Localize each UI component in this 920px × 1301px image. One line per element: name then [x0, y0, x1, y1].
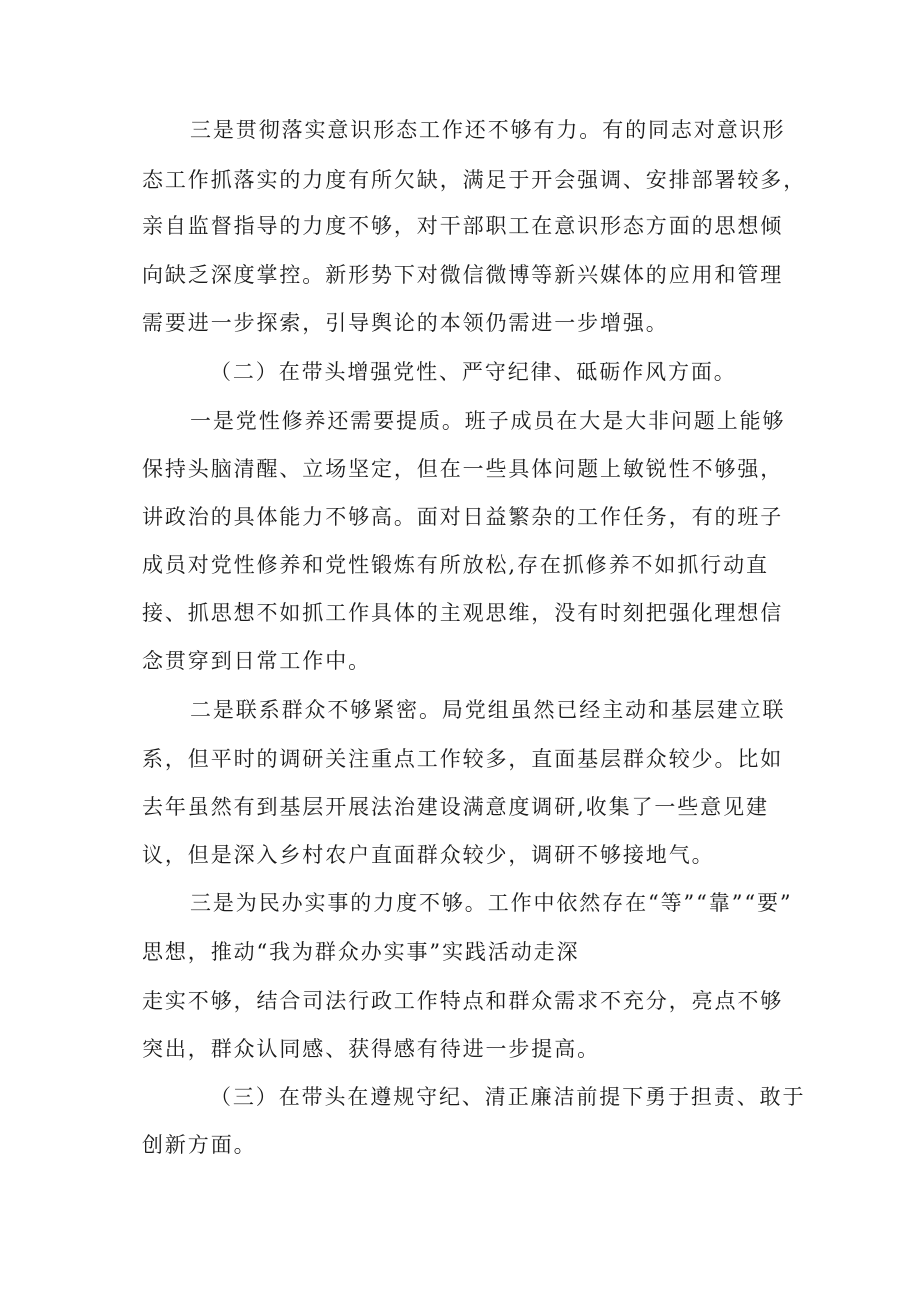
paragraph-line: 去年虽然有到基层开展法治建设满意度调研,收集了一些意见建 [142, 795, 769, 819]
paragraph-line: 思想，推动“我为群众办实事”实践活动走深 [142, 940, 580, 964]
paragraph-line: 保持头脑清醒、立场坚定，但在一些具体问题上敏锐性不够强， [142, 457, 784, 481]
paragraph-line: 亲自监督指导的力度不够，对干部职工在意识形态方面的思想倾 [142, 214, 784, 238]
paragraph-line: 突出，群众认同感、获得感有待进一步提高。 [142, 1037, 600, 1061]
paragraph-line: 三是为民办实事的力度不够。工作中依然存在“等”“靠”“要” [190, 891, 793, 915]
paragraph-line: 二是联系群众不够紧密。局党组虽然已经主动和基层建立联 [190, 698, 786, 722]
paragraph-line: 接、抓思想不如抓工作具体的主观思维，没有时刻把强化理想信 [142, 601, 784, 625]
paragraph-line: 念贯穿到日常工作中。 [142, 649, 371, 673]
section-heading: （二）在带头增强党性、严守纪律、砥砺作风方面。 [210, 360, 737, 384]
paragraph-line: 态工作抓落实的力度有所欠缺，满足于开会强调、安排部署较多， [142, 168, 807, 192]
paragraph-line: 议，但是深入乡村农户直面群众较少，调研不够接地气。 [142, 843, 715, 867]
paragraph-line: 系，但平时的调研关注重点工作较多，直面基层群众较少。比如 [142, 747, 784, 771]
paragraph-line: 成员对党性修养和党性锻炼有所放松,存在抓修养不如抓行动直 [142, 553, 769, 577]
paragraph-line: 走实不够，结合司法行政工作特点和群众需求不充分，亮点不够 [142, 989, 784, 1013]
paragraph-line: 创新方面。 [142, 1133, 257, 1157]
section-heading: （三）在带头在遵规守纪、清正廉洁前提下勇于担责、敢于 [210, 1085, 806, 1109]
paragraph-line: 一是党性修养还需要提质。班子成员在大是大非问题上能够 [190, 409, 786, 433]
paragraph-line: 三是贯彻落实意识形态工作还不够有力。有的同志对意识形 [190, 118, 786, 142]
paragraph-line: 需要进一步探索，引导舆论的本领仍需进一步增强。 [142, 311, 669, 335]
paragraph-line: 讲政治的具体能力不够高。面对日益繁杂的工作任务，有的班子 [142, 505, 784, 529]
paragraph-line: 向缺乏深度掌控。新形势下对微信微博等新兴媒体的应用和管理 [142, 263, 784, 287]
